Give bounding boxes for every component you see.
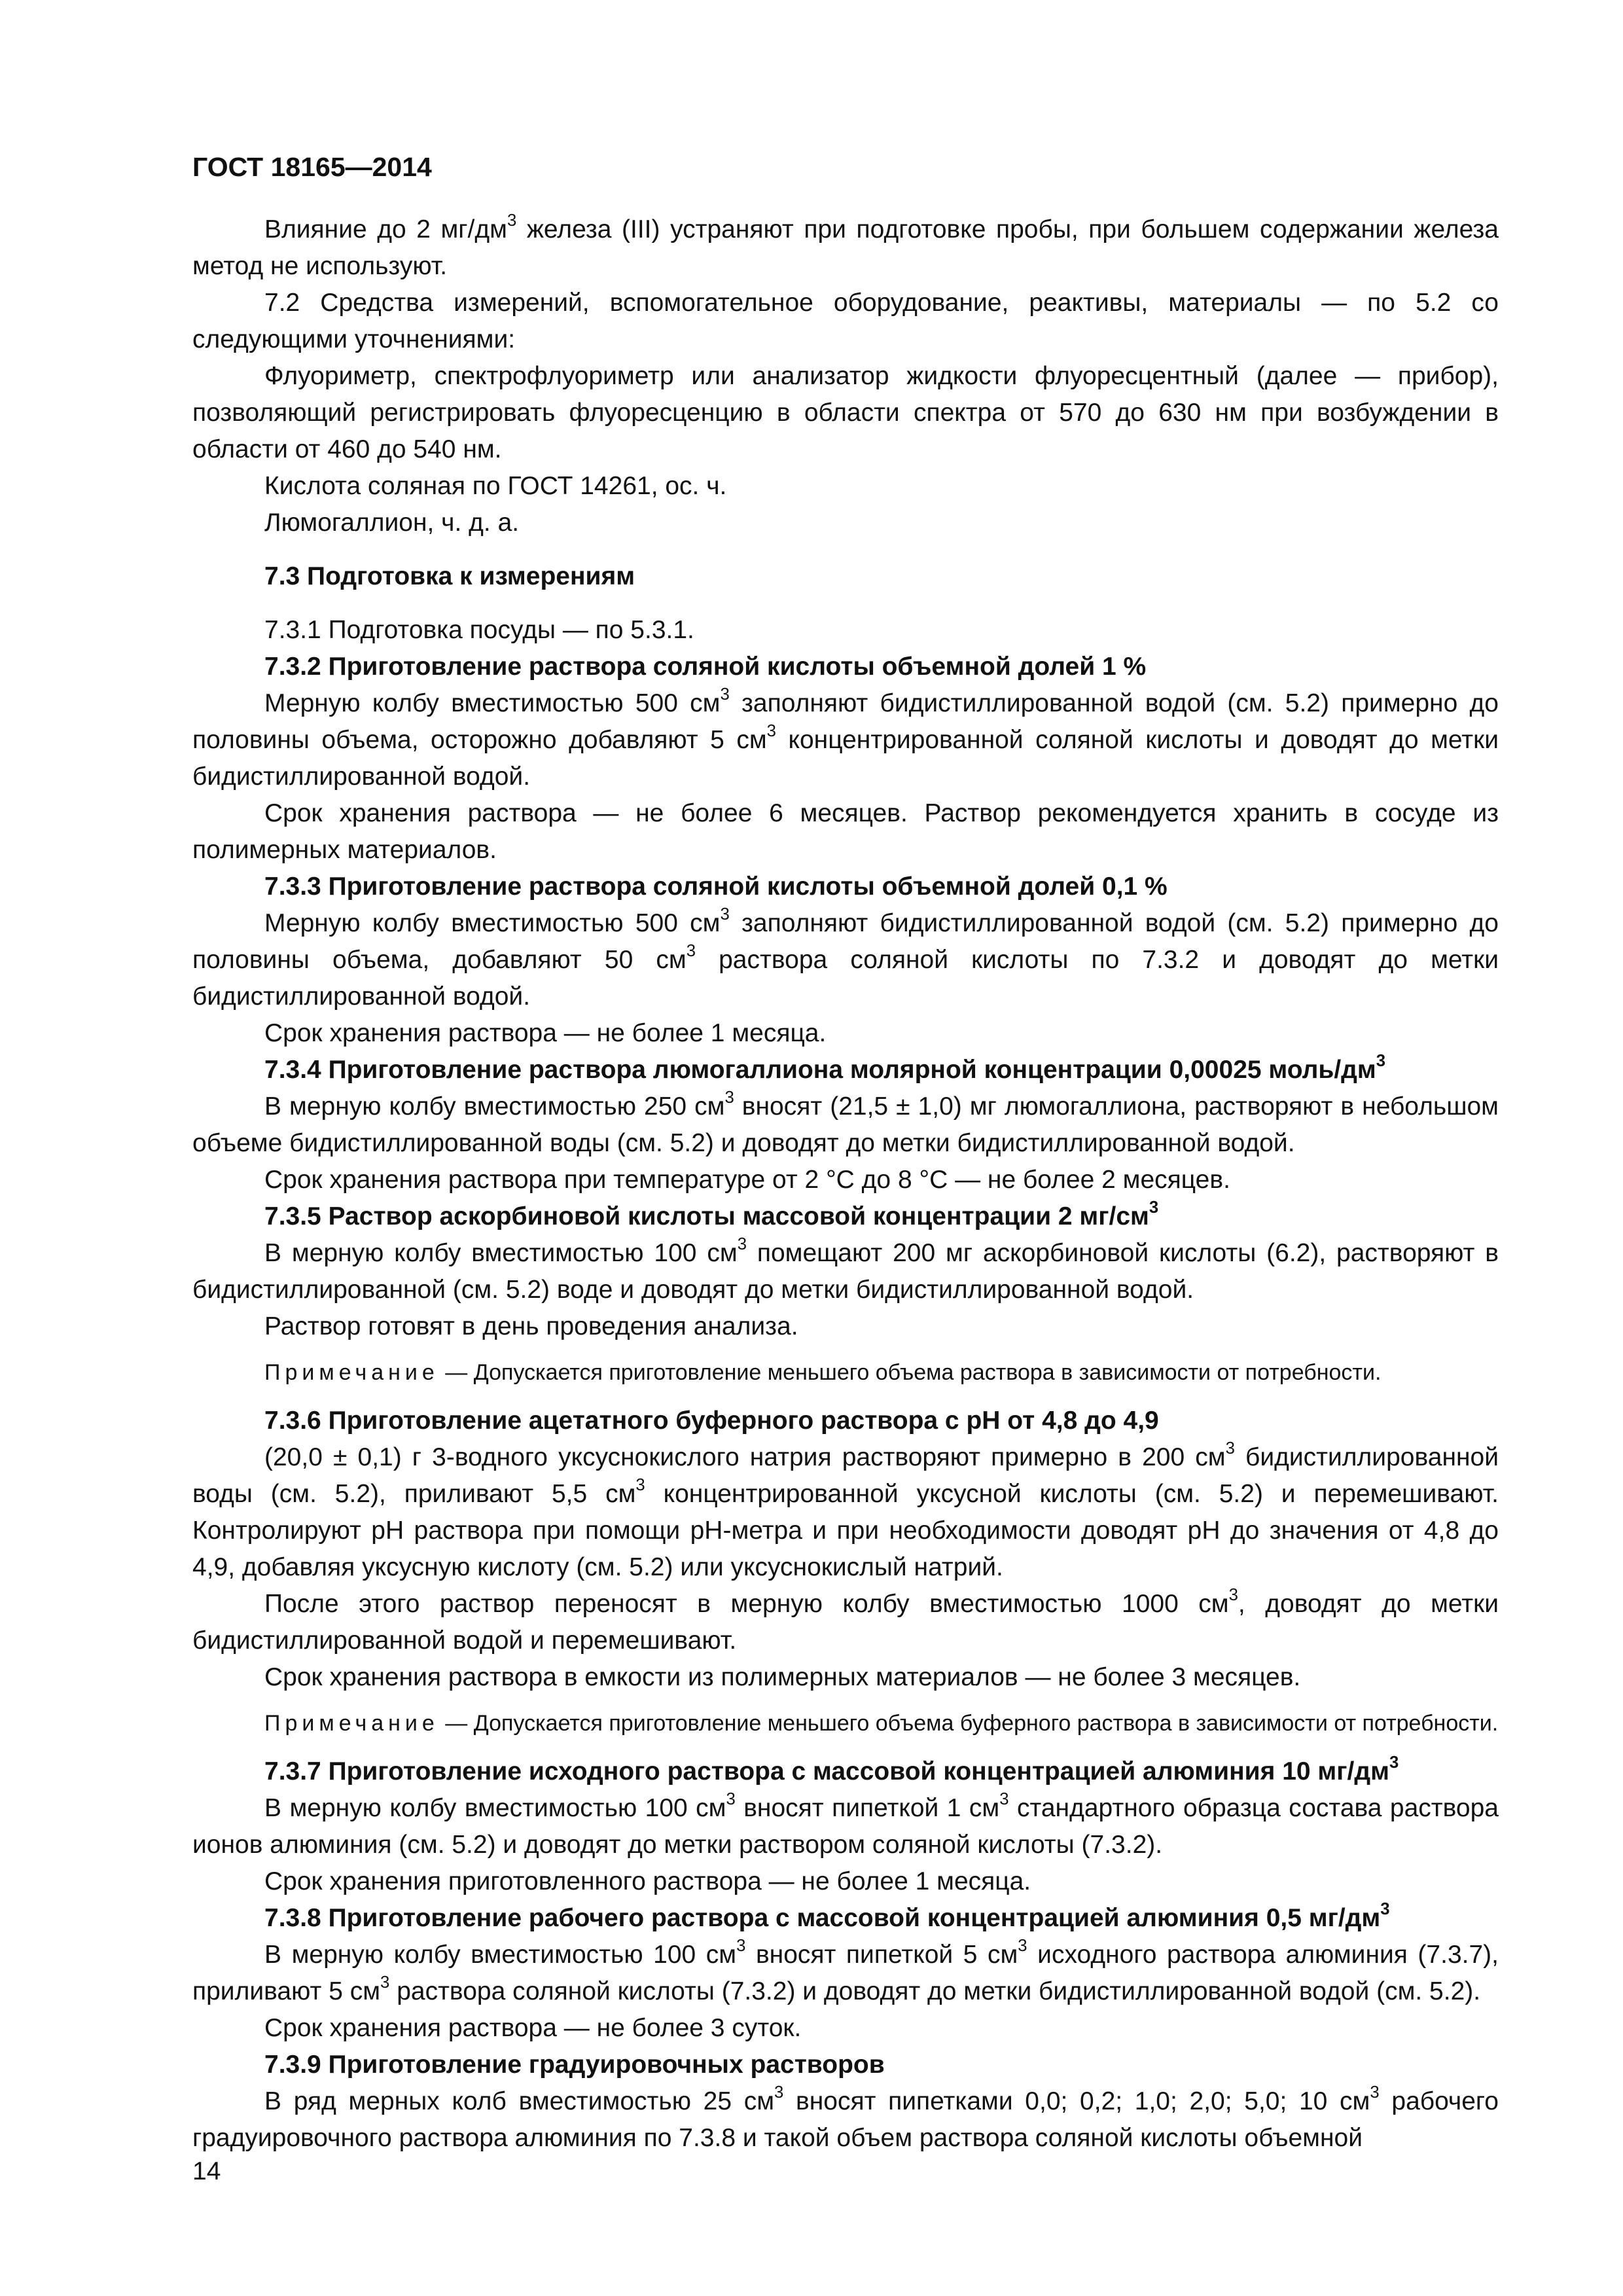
paragraph-7-3-5-prep: Раствор готовят в день проведения анализа. xyxy=(264,1312,798,1340)
paragraph-7-3-4-storage: Срок хранения раствора при температуре от 2 °С до 8 °С — не более 2 месяцев. xyxy=(264,1166,1230,1194)
paragraph-7-3-3: Мерную колбу вместимостью 500 $см^3$ заполняют бидистиллированной водой (см. 5.2) примерно до половины объема, добавляют 50 $см^3$ раствора соляной кислоты по 7.3.2 и доводят до метки бидистиллированной водой. xyxy=(192,905,1499,1011)
paragraph-7-3-6-transfer: После этого раствор переносят в мерную колбу вместимостью 1000 $см^3$, доводят до метки бидистиллированной водой и перемешивают. xyxy=(192,1585,1499,1655)
note-2: Примечание — Допускается приготовление меньшего объема буферного раствора в зависимости от потребности. xyxy=(264,1711,1499,1736)
heading-7-3-7: 7.3.7 Приготовление исходного раствора с массовой концентрацией алюминия 10 $мг/дм^3$ xyxy=(264,1753,1399,1785)
heading-7-3-8: 7.3.8 Приготовление рабочего раствора с массовой концентрацией алюминия 0,5 $мг/дм^3$ xyxy=(264,1899,1390,1932)
paragraph-7-3-9: В ряд мерных колб вместимостью 25 $см^3$ вносят пипетками 0,0; 0,2; 1,0; 2,0; 5,0; 10 $см^3$ рабочего градуировочного раствора алюминия по 7.3.8 и такой объем раствора соляной кислоты объемной xyxy=(192,2083,1499,2152)
paragraph-lumogallion: Люмогаллион, ч. д. а. xyxy=(264,509,520,537)
paragraph-7-3-8: В мерную колбу вместимостью 100 $см^3$ вносят пипеткой 5 $см^3$ исходного раствора алюминия (7.3.7), приливают 5 $см^3$ раствора соляной кислоты (7.3.2) и доводят до метки бидистиллированной водой (см. 5.2). xyxy=(192,1936,1499,2005)
paragraph-7-3-7: В мерную колбу вместимостью 100 $см^3$ вносят пипеткой 1 $см^3$ стандартного образца состава раствора ионов алюминия (см. 5.2) и доводят до метки раствором соляной кислоты (7.3.2). xyxy=(192,1789,1499,1859)
paragraph-7-3-1: 7.3.1 Подготовка посуды — по 5.3.1. xyxy=(264,616,694,644)
paragraph-7-3-2-storage: Срок хранения раствора — не более 6 месяцев. Раствор рекомендуется хранить в сосуде из полимерных материалов. xyxy=(192,799,1499,864)
heading-7-3-9: 7.3.9 Приготовление градуировочных растворов xyxy=(264,2051,885,2079)
heading-7-3-3: 7.3.3 Приготовление раствора соляной кислоты объемной долей 0,1 % xyxy=(264,872,1168,901)
paragraph-iron-influence: Влияние до 2 $мг/дм^3$ железа (III) устраняют при подготовке пробы, при большем содержании железа метод не используют. xyxy=(192,211,1499,280)
document-header: ГОСТ 18165—2014 xyxy=(192,152,432,182)
paragraph-7-3-2: Мерную колбу вместимостью 500 $см^3$ заполняют бидистиллированной водой (см. 5.2) примерно до половины объема, осторожно добавляют 5 $см^3$ концентрированной соляной кислоты и доводят до метки бидистиллированной водой. xyxy=(192,685,1499,791)
paragraph-hydrochloric-acid: Кислота соляная по ГОСТ 14261, ос. ч. xyxy=(264,472,727,500)
paragraph-7-3-7-storage: Срок хранения приготовленного раствора — не более 1 месяца. xyxy=(264,1867,1031,1895)
note-label: Примечание xyxy=(264,1711,439,1736)
heading-7-3-5: 7.3.5 Раствор аскорбиновой кислоты массовой концентрации 2 $мг/см^3$ xyxy=(264,1198,1159,1230)
paragraph-7-3-5: В мерную колбу вместимостью 100 $см^3$ помещают 200 мг аскорбиновой кислоты (6.2), растворяют в бидистиллированной (см. 5.2) воде и доводят до метки бидистиллированной водой. xyxy=(192,1234,1499,1304)
paragraph-7-3-8-storage: Срок хранения раствора — не более 3 суток. xyxy=(264,2014,802,2042)
heading-7-3: 7.3 Подготовка к измерениям xyxy=(264,562,635,590)
paragraph-7-3-6-storage: Срок хранения раствора в емкости из полимерных материалов — не более 3 месяцев. xyxy=(264,1663,1301,1691)
paragraph-7-3-4: В мерную колбу вместимостью 250 $см^3$ вносят (21,5 ± 1,0) мг люмогаллиона, растворяют в небольшом объеме бидистиллированной воды (см. 5.2) и доводят до метки бидистиллированной водой. xyxy=(192,1088,1499,1157)
paragraph-7-2: 7.2 Средства измерений, вспомогательное оборудование, реактивы, материалы — по 5.2 со следующими уточнениями: xyxy=(192,289,1499,353)
paragraph-fluorimeter: Флуориметр, спектрофлуориметр или анализатор жидкости флуоресцентный (далее — прибор), позволяющий регистрировать флуоресценцию в области спектра от 570 до 630 нм при возбуждении в области от 460 до 540 нм. xyxy=(192,362,1499,463)
document-page xyxy=(192,152,1499,2157)
heading-7-3-6: 7.3.6 Приготовление ацетатного буферного раствора с рН от 4,8 до 4,9 xyxy=(264,1407,1159,1435)
heading-7-3-4: 7.3.4 Приготовление раствора люмогаллиона молярной концентрации 0,00025 моль/$дм^3$ xyxy=(264,1051,1386,1084)
paragraph-7-3-3-storage: Срок хранения раствора — не более 1 месяца. xyxy=(264,1019,827,1047)
page-number: 14 xyxy=(192,2157,221,2185)
paragraph-7-3-6: (20,0 ± 0,1) г 3-водного уксуснокислого натрия растворяют примерно в 200 $см^3$ бидистиллированной воды (см. 5.2), приливают 5,5 $см^3$ концентрированной уксусной кислоты (см. 5.2) и перемешивают. Контролируют рН раствора при помощи рН-метра и при необходимости доводят рН до значения от 4,8 до 4,9, добавляя уксусную кислоту (см. 5.2) или уксуснокислый натрий. xyxy=(192,1439,1499,1581)
heading-7-3-2: 7.3.2 Приготовление раствора соляной кислоты объемной долей 1 % xyxy=(264,653,1147,681)
note-label: Примечание xyxy=(264,1360,439,1385)
note-1: Примечание — Допускается приготовление меньшего объема раствора в зависимости от потребности. xyxy=(264,1360,1382,1385)
